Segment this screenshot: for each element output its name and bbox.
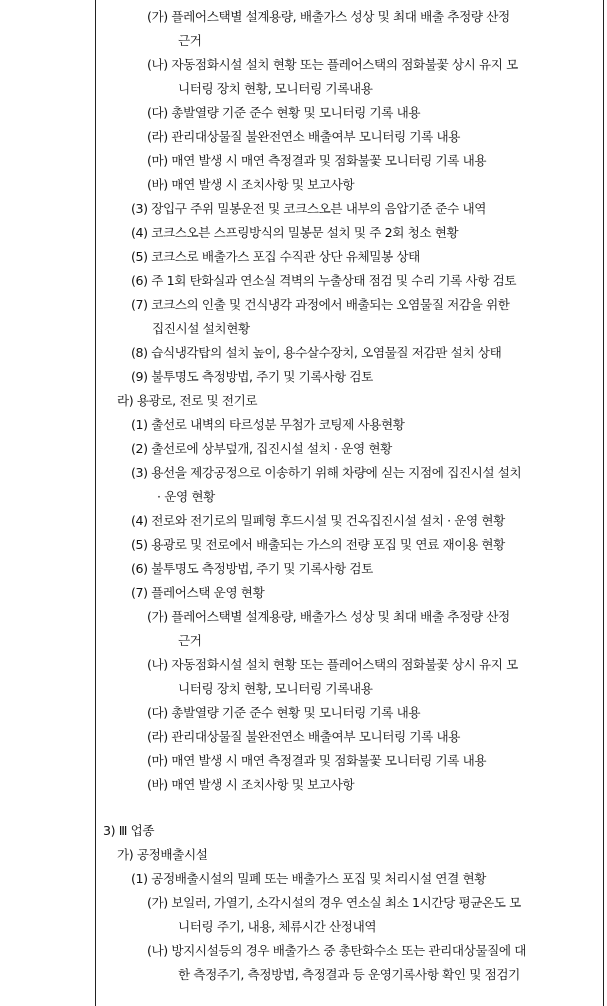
text-line: (가) 보일러, 가열기, 소각시설의 경우 연소실 최소 1시간당 평균온도 모 bbox=[147, 895, 521, 910]
text-line: 집진시설 설치현황 bbox=[152, 321, 250, 336]
text-line: (마) 매연 발생 시 매연 측정결과 및 점화불꽃 모니터링 기록 내용 bbox=[147, 753, 487, 768]
text-line: 라) 용광로, 전로 및 전기로 bbox=[117, 393, 258, 408]
text-line: (4) 전로와 전기로의 밀폐형 후드시설 및 건옥집진시설 설치 · 운영 현황 bbox=[131, 513, 505, 528]
text-line: (4) 코크스오븐 스프링방식의 밀봉문 설치 및 주 2회 청소 현황 bbox=[131, 225, 459, 240]
text-line: (나) 자동점화시설 설치 현황 또는 플레어스택의 점화불꽃 상시 유지 모 bbox=[147, 657, 518, 672]
text-line: 근거 bbox=[178, 33, 202, 48]
text-line: 3) Ⅲ 업종 bbox=[103, 823, 155, 838]
text-line: (2) 출선로에 상부덮개, 집진시설 설치 · 운영 현황 bbox=[131, 441, 392, 456]
text-line: (9) 불투명도 측정방법, 주기 및 기록사항 검토 bbox=[131, 369, 373, 384]
text-line: (1) 출선로 내벽의 타르성분 무첨가 코팅제 사용현황 bbox=[131, 417, 405, 432]
text-line: (3) 장입구 주위 밀봉운전 및 코크스오븐 내부의 음압기준 준수 내역 bbox=[131, 201, 486, 216]
text-line: 가) 공정배출시설 bbox=[117, 847, 208, 862]
text-line: (1) 공정배출시설의 밀폐 또는 배출가스 포집 및 처리시설 연결 현황 bbox=[131, 871, 486, 886]
text-line: (7) 코크스의 인출 및 건식냉각 과정에서 배출되는 오염물질 저감을 위한 bbox=[131, 297, 510, 312]
text-line: (7) 플레어스택 운영 현황 bbox=[131, 585, 265, 600]
text-line: (다) 총발열량 기준 준수 현황 및 모니터링 기록 내용 bbox=[147, 105, 421, 120]
text-line: (라) 관리대상물질 불완전연소 배출여부 모니터링 기록 내용 bbox=[147, 129, 461, 144]
text-line: (가) 플레어스택별 설계용량, 배출가스 성상 및 최대 배출 추정량 산정 bbox=[147, 9, 510, 24]
text-line: (3) 용선을 제강공정으로 이송하기 위해 차량에 싣는 지점에 집진시설 설치 bbox=[131, 465, 522, 480]
text-line: (6) 주 1회 탄화실과 연소실 격벽의 누출상태 점검 및 수리 기록 사항 검토 bbox=[131, 273, 517, 288]
text-line: (라) 관리대상물질 불완전연소 배출여부 모니터링 기록 내용 bbox=[147, 729, 461, 744]
text-line: (바) 매연 발생 시 조치사항 및 보고사항 bbox=[147, 777, 355, 792]
text-line: (바) 매연 발생 시 조치사항 및 보고사항 bbox=[147, 177, 355, 192]
text-line: (5) 코크스로 배출가스 포집 수직관 상단 유체밀봉 상태 bbox=[131, 249, 420, 264]
text-line: 한 측정주기, 측정방법, 측정결과 등 운영기록사항 확인 및 점검기 bbox=[178, 967, 520, 982]
text-line: (마) 매연 발생 시 매연 측정결과 및 점화불꽃 모니터링 기록 내용 bbox=[147, 153, 487, 168]
text-line: (8) 습식냉각탑의 설치 높이, 용수살수장치, 오염물질 저감판 설치 상태 bbox=[131, 345, 502, 360]
text-line: (나) 방지시설등의 경우 배출가스 중 총탄화수소 또는 관리대상물질에 대 bbox=[147, 943, 527, 958]
text-line: 니터링 장치 현황, 모니터링 기록내용 bbox=[178, 81, 373, 96]
text-line: 니터링 주기, 내용, 체류시간 산정내역 bbox=[178, 919, 377, 934]
text-line: (다) 총발열량 기준 준수 현황 및 모니터링 기록 내용 bbox=[147, 705, 421, 720]
text-line: (나) 자동점화시설 설치 현황 또는 플레어스택의 점화불꽃 상시 유지 모 bbox=[147, 57, 518, 72]
text-line: 니터링 장치 현황, 모니터링 기록내용 bbox=[178, 681, 373, 696]
text-line: · 운영 현황 bbox=[157, 489, 215, 504]
text-line: (5) 용광로 및 전로에서 배출되는 가스의 전량 포집 및 연료 재이용 현황 bbox=[131, 537, 505, 552]
text-line: 근거 bbox=[178, 633, 202, 648]
text-line: (6) 불투명도 측정방법, 주기 및 기록사항 검토 bbox=[131, 561, 373, 576]
text-line: (가) 플레어스택별 설계용량, 배출가스 성상 및 최대 배출 추정량 산정 bbox=[147, 609, 510, 624]
